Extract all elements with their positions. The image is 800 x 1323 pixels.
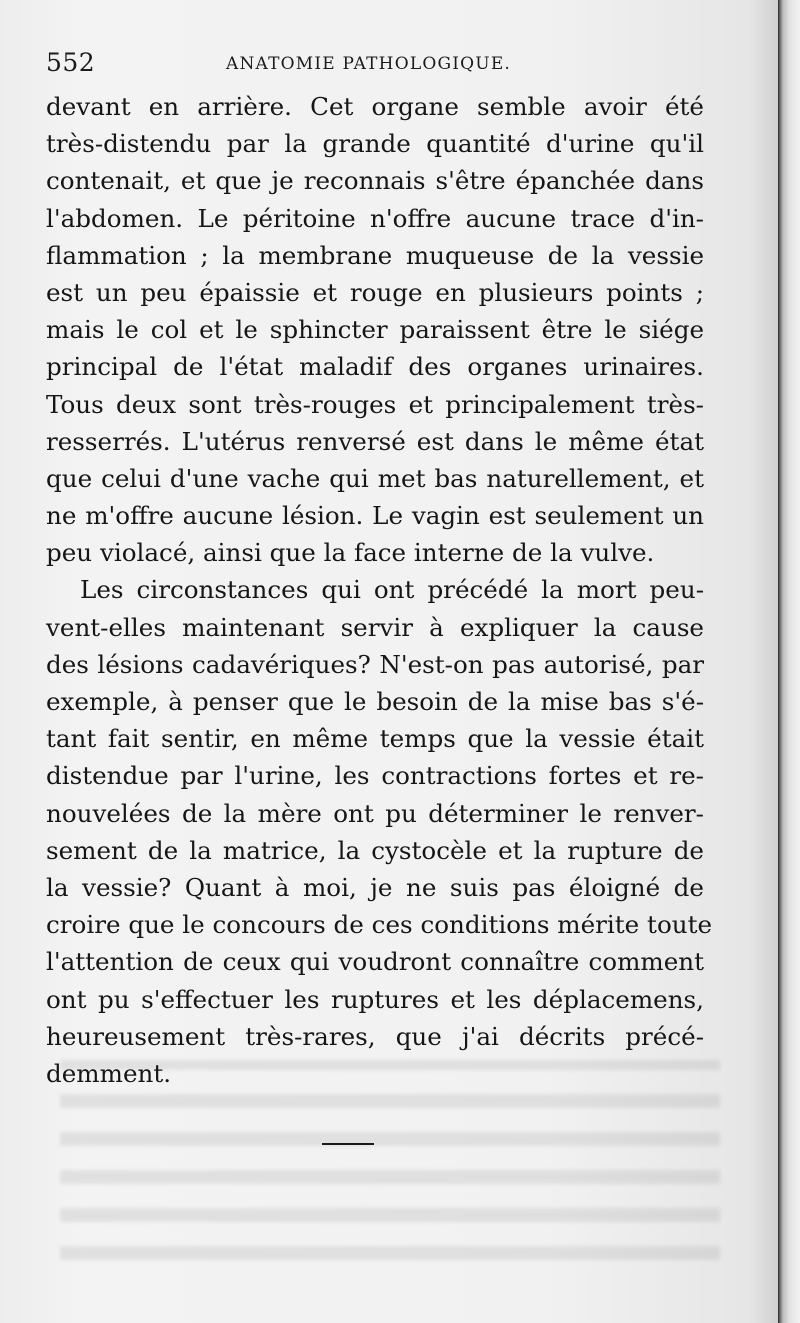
text-line: Les circonstances qui ont précédé la mort peu- [80,575,704,605]
text-line: tant fait sentir, en même temps que la vessie était [46,724,704,754]
paragraph-1 [46,88,704,571]
text-line: mais le col et le sphincter paraissent être le siége [46,315,704,345]
text-line: nouvelées de la mère ont pu déterminer le renver- [46,798,704,828]
end-rule [322,1143,374,1145]
book-gutter-shadow [778,0,800,1323]
text-line: l'abdomen. Le péritoine n'offre aucune trace d'in- [46,203,704,233]
text-line: que celui d'une vache qui met bas naturellement, et [46,463,704,493]
text-line: est un peu épaissie et rouge en plusieurs points ; [46,277,704,307]
text-line: ne m'offre aucune lésion. Le vagin est seulement un [46,501,704,531]
text-line: la vessie? Quant à moi, je ne suis pas éloigné de [46,872,704,902]
text-line: Tous deux sont très-rouges et principalement très- [46,389,704,419]
text-line: distendue par l'urine, les contractions fortes et re- [46,761,704,791]
text-line: croire que le concours de ces conditions mérite toute [46,910,713,940]
body-text [46,88,713,1092]
text-line: des lésions cadavériques? N'est-on pas autorisé, par [46,649,704,679]
text-line: exemple, à penser que le besoin de la mise bas s'é- [46,687,704,716]
text-line: très-distendu par la grande quantité d'urine qu'il [46,129,704,159]
text-line: vent-elles maintenant servir à expliquer la cause [46,612,704,642]
text-line: principal de l'état maladif des organes urinaires. [46,352,704,382]
text-line: heureusement très-rares, que j'ai décrits précé- [46,1021,704,1051]
text-line: flammation ; la membrane muqueuse de la vessie [46,240,704,270]
page-number: 552 [46,48,96,77]
paragraph-2 [46,571,713,1092]
text-line: peu violacé, ainsi que la face interne de la vulve. [46,538,655,568]
text-line: contenait, et que je reconnais s'être épanchée dans [46,166,704,196]
running-head: ANATOMIE PATHOLOGIQUE. [226,54,512,74]
text-line: demment. [46,1058,172,1088]
text-line: ont pu s'effectuer les ruptures et les déplacemens, [46,984,704,1014]
text-line: l'attention de ceux qui voudront connaître comment [46,947,704,977]
text-line: sement de la matrice, la cystocèle et la rupture de [46,835,704,865]
text-line: resserrés. L'utérus renversé est dans le même état [46,426,704,456]
page-header [46,46,726,80]
text-line: devant en arrière. Cet organe semble avoir été [46,92,704,121]
